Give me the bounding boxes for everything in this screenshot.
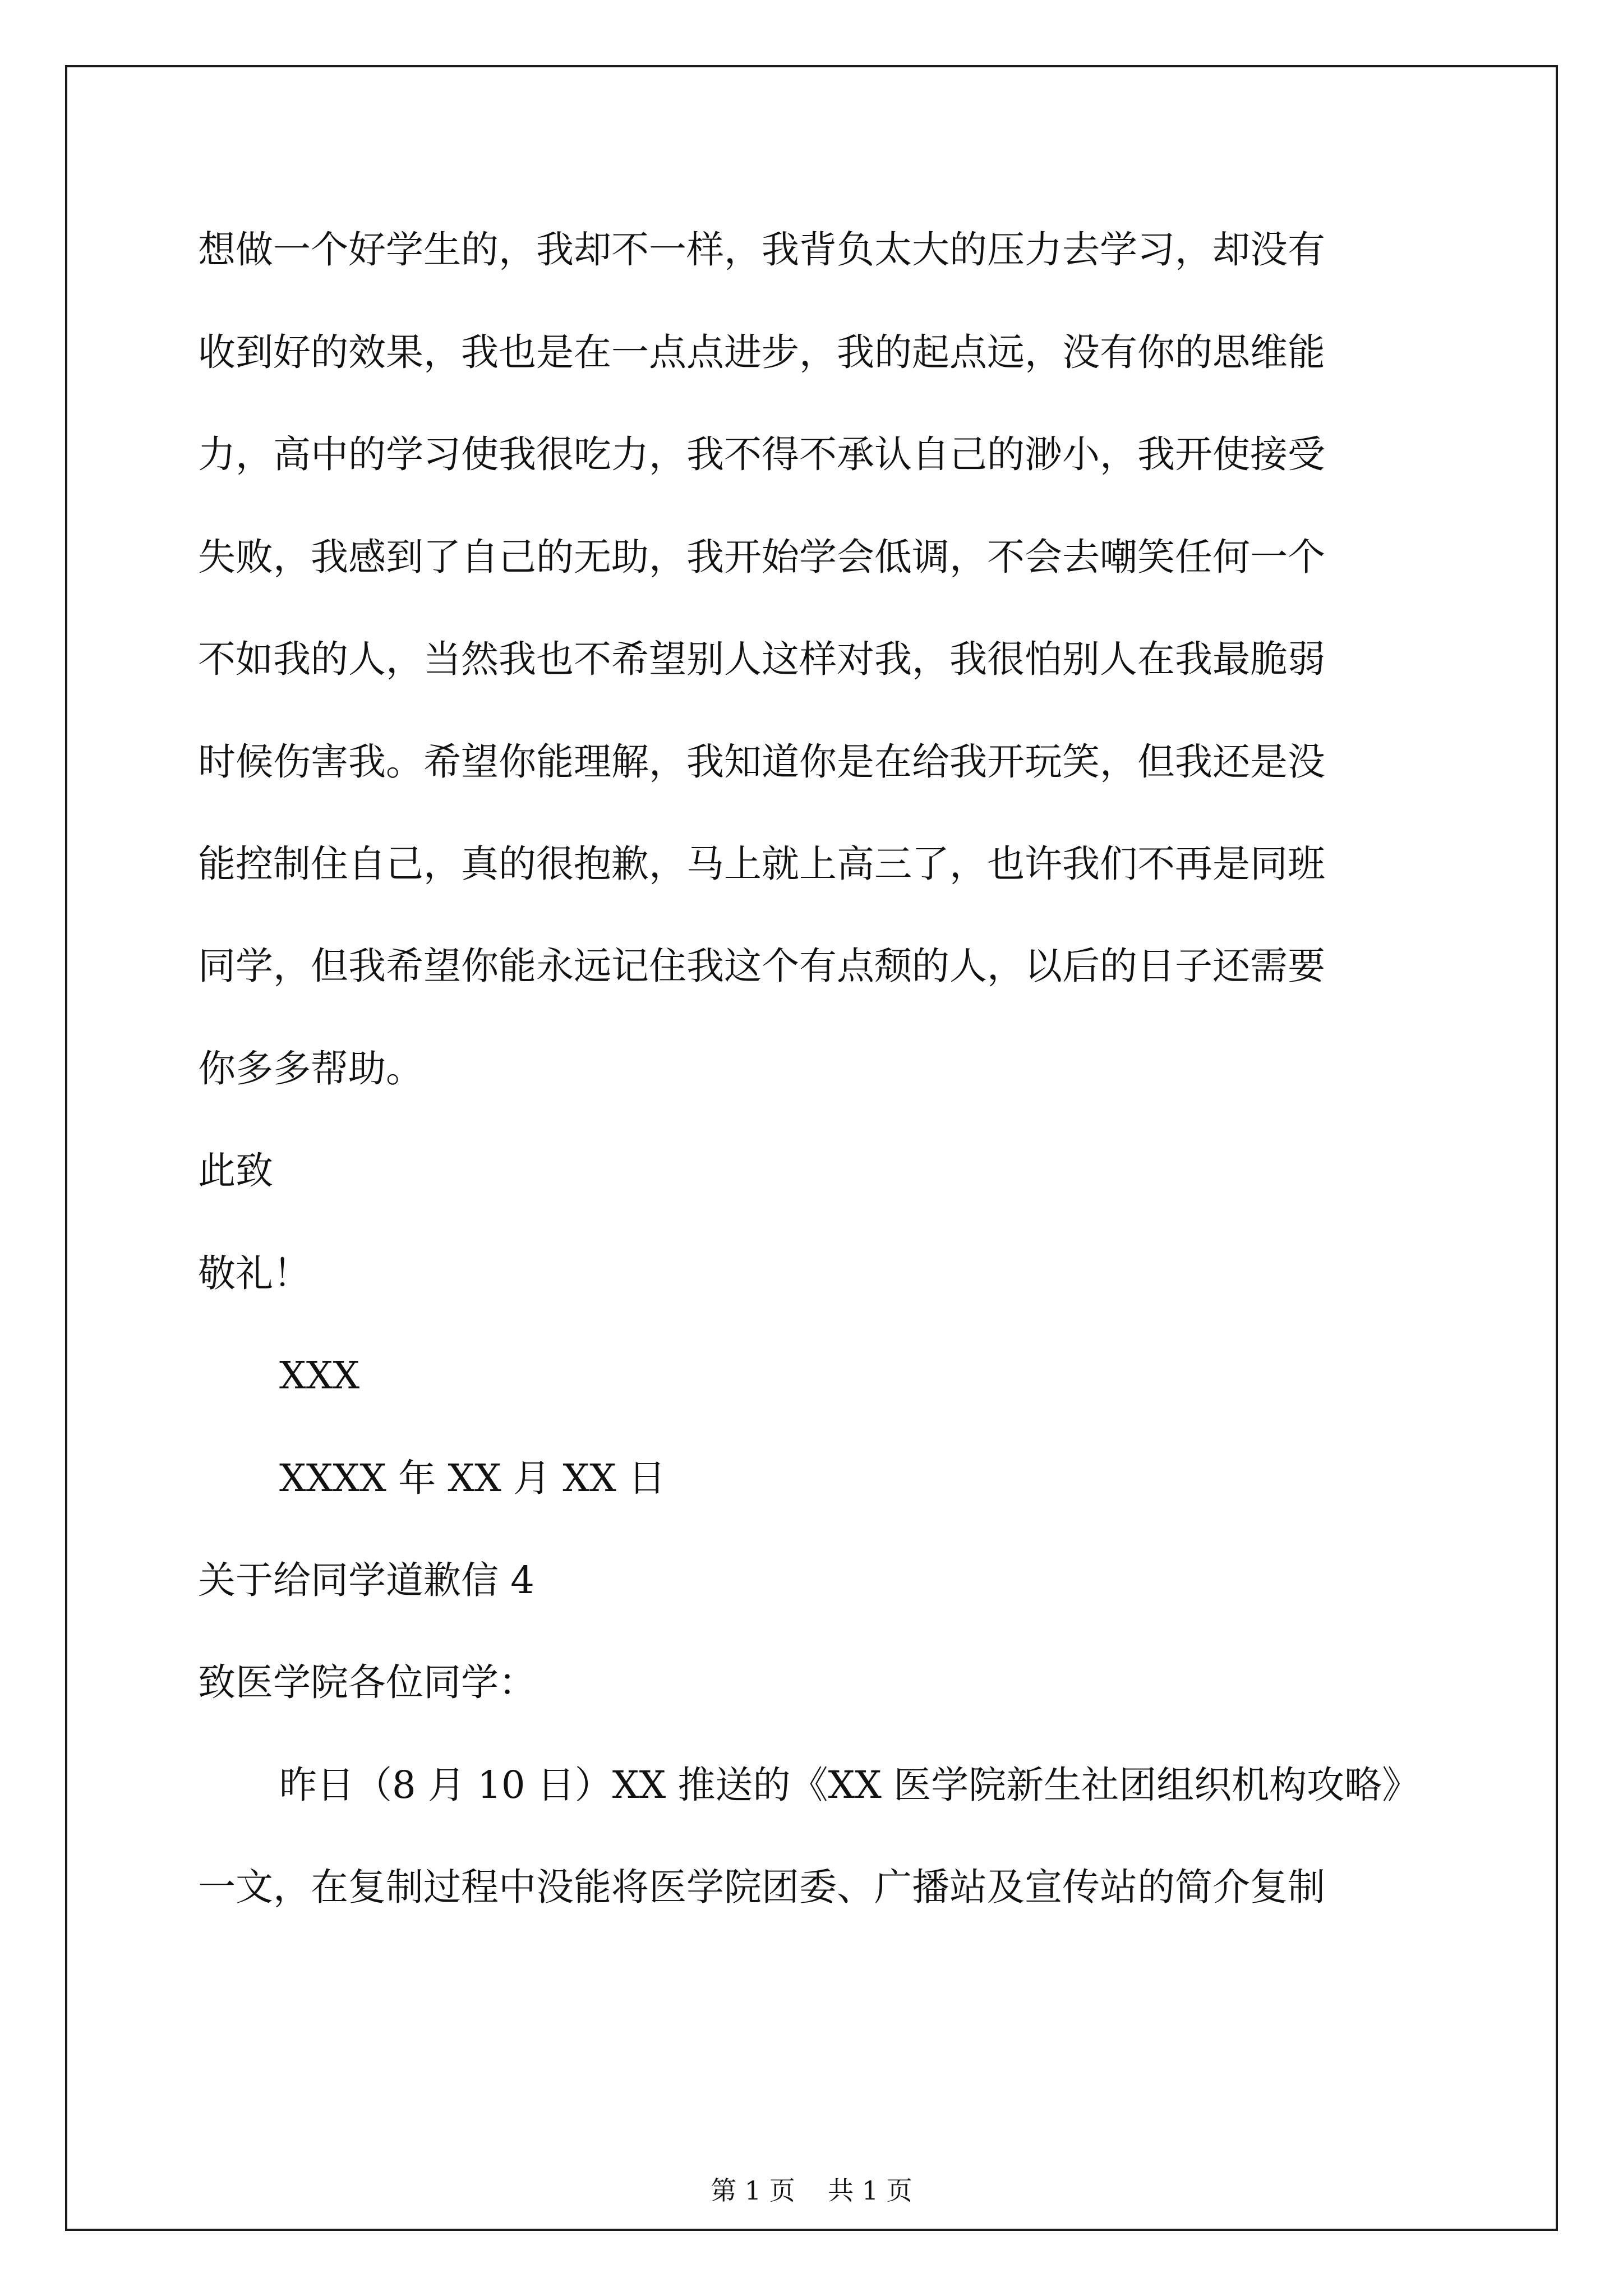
body-line: 昨日（8 月 10 日）XX 推送的《XX 医学院新生社团组织机构攻略》 — [279, 1763, 1420, 1807]
body-line: 时候伤害我。希望你能理解，我知道你是在给我开玩笑，但我还是没 — [198, 740, 1325, 784]
body-line: 力，高中的学习使我很吃力，我不得不承认自己的渺小，我开使接受 — [198, 432, 1325, 476]
body-line: 你多多帮助。 — [198, 1047, 423, 1091]
body-line: 能控制住自己，真的很抱歉，马上就上高三了，也许我们不再是同班 — [198, 842, 1325, 886]
body-line: 不如我的人，当然我也不希望别人这样对我，我很怕别人在我最脆弱 — [198, 637, 1325, 681]
body-line: 收到好的效果，我也是在一点点进步，我的起点远，没有你的思维能 — [198, 330, 1325, 374]
section-title: 关于给同学道歉信 4 — [198, 1558, 534, 1602]
signature-name: XXX — [279, 1354, 360, 1397]
body-line: 一文，在复制过程中没能将医学院团委、广播站及宣传站的简介复制 — [198, 1865, 1325, 1909]
body-line: 想做一个好学生的，我却不一样，我背负太大的压力去学习，却没有 — [198, 228, 1325, 272]
signature-date: XXXX 年 XX 月 XX 日 — [279, 1456, 666, 1500]
letter-greeting: 致医学院各位同学： — [198, 1660, 536, 1704]
closing-regards: 敬礼！ — [198, 1251, 311, 1295]
body-line: 失败，我感到了自己的无助，我开始学会低调，不会去嘲笑任何一个 — [198, 535, 1325, 579]
body-line: 同学，但我希望你能永远记住我这个有点颓的人，以后的日子还需要 — [198, 944, 1325, 988]
closing-salutation: 此致 — [198, 1149, 273, 1193]
page-footer: 第 1 页 共 1 页 — [711, 2175, 912, 2206]
